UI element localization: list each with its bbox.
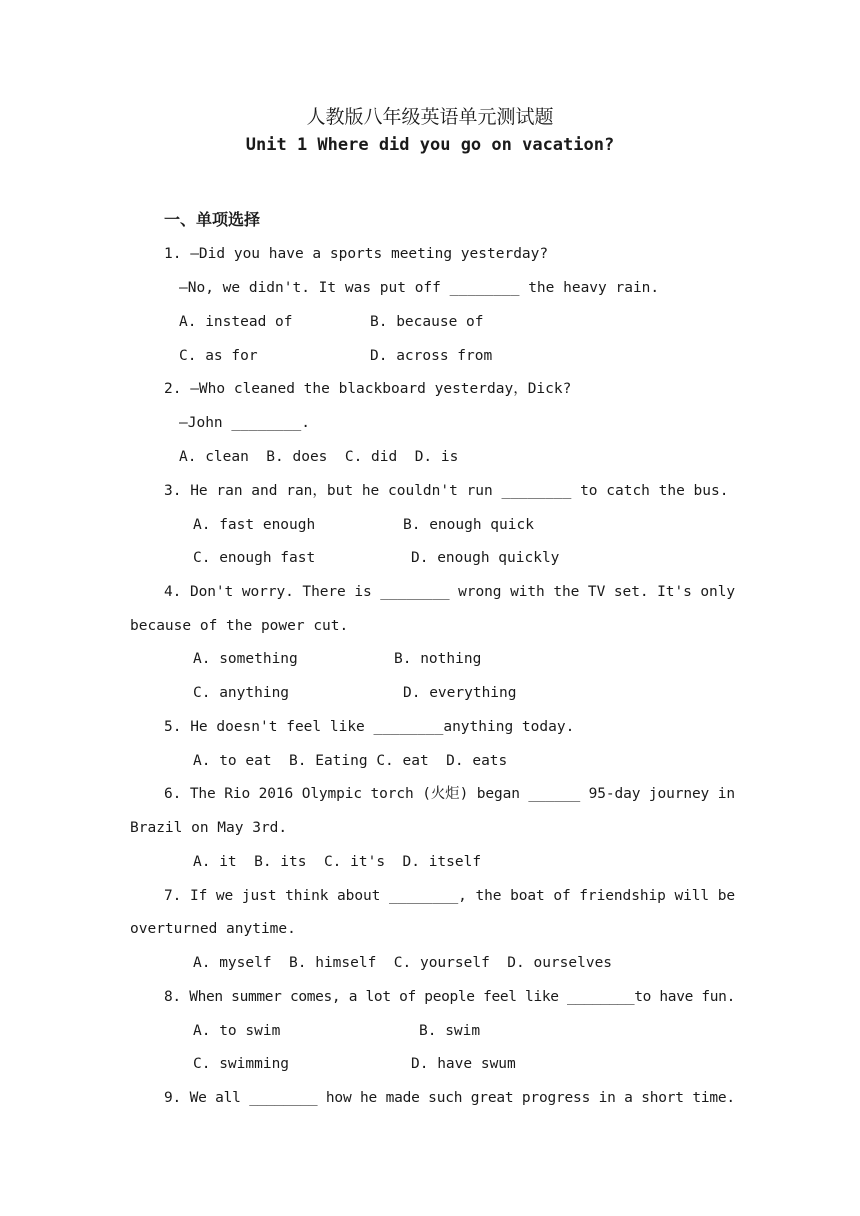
question-8-option-d: D. have swum (411, 1056, 516, 1072)
question-2-stem: 2. —Who cleaned the blackboard yesterday，Dick? (164, 381, 572, 397)
question-6-options: A. it B. its C. it's D. itself (193, 854, 482, 870)
question-6-continuation: Brazil on May 3rd. (130, 820, 288, 836)
question-4-option-a: A. something (193, 651, 298, 667)
question-4-stem: 4. Don't worry. There is ________ wrong with the TV set. It's only (164, 584, 736, 600)
question-4-option-b: B. nothing (394, 651, 482, 667)
question-8-option-a: A. to swim (193, 1023, 281, 1039)
question-6-stem: 6. The Rio 2016 Olympic torch (火炬) began ______ 95-day journey in (164, 786, 735, 802)
question-7-options: A. myself B. himself C. yourself D. ourselves (193, 955, 613, 971)
question-5-stem: 5. He doesn't feel like ________anything today. (164, 719, 575, 735)
question-9-stem: 9. We all ________ how he made such great progress in a short time. (164, 1090, 735, 1106)
question-3-option-a: A. fast enough (193, 517, 316, 533)
question-3-stem: 3. He ran and ran，but he couldn't run ________ to catch the bus. (164, 483, 729, 499)
question-4-continuation: because of the power cut. (130, 618, 349, 634)
question-4-option-d: D. everything (403, 685, 517, 701)
question-3-option-d: D. enough quickly (411, 550, 560, 566)
question-4-option-c: C. anything (193, 685, 290, 701)
question-5-options: A. to eat B. Eating C. eat D. eats (193, 753, 508, 769)
document-title-english: Unit 1 Where did you go on vacation? (245, 135, 615, 155)
question-8-option-b: B. swim (419, 1023, 481, 1039)
question-1-option-b: B. because of (370, 314, 484, 330)
question-1-option-d: D. across from (370, 348, 493, 364)
question-1-option-a: A. instead of (179, 314, 293, 330)
section-heading: 一、单项选择 (164, 210, 261, 229)
question-8-option-c: C. swimming (193, 1056, 290, 1072)
question-2-options: A. clean B. does C. did D. is (179, 449, 459, 465)
question-7-stem: 7. If we just think about ________, the boat of friendship will be (164, 888, 736, 904)
question-7-continuation: overturned anytime. (130, 921, 296, 937)
question-8-stem: 8. When summer comes, a lot of people feel like ________to have fun. (164, 989, 735, 1005)
question-3-option-b: B. enough quick (403, 517, 534, 533)
question-2-reply: —John ________. (179, 415, 310, 431)
question-3-option-c: C. enough fast (193, 550, 316, 566)
question-1-reply: —No, we didn't. It was put off ________ the heavy rain. (179, 280, 660, 296)
question-1-option-c: C. as for (179, 348, 258, 364)
question-1-stem: 1. —Did you have a sports meeting yesterday? (164, 246, 549, 262)
document-title-chinese: 人教版八年级英语单元测试题 (306, 106, 554, 128)
